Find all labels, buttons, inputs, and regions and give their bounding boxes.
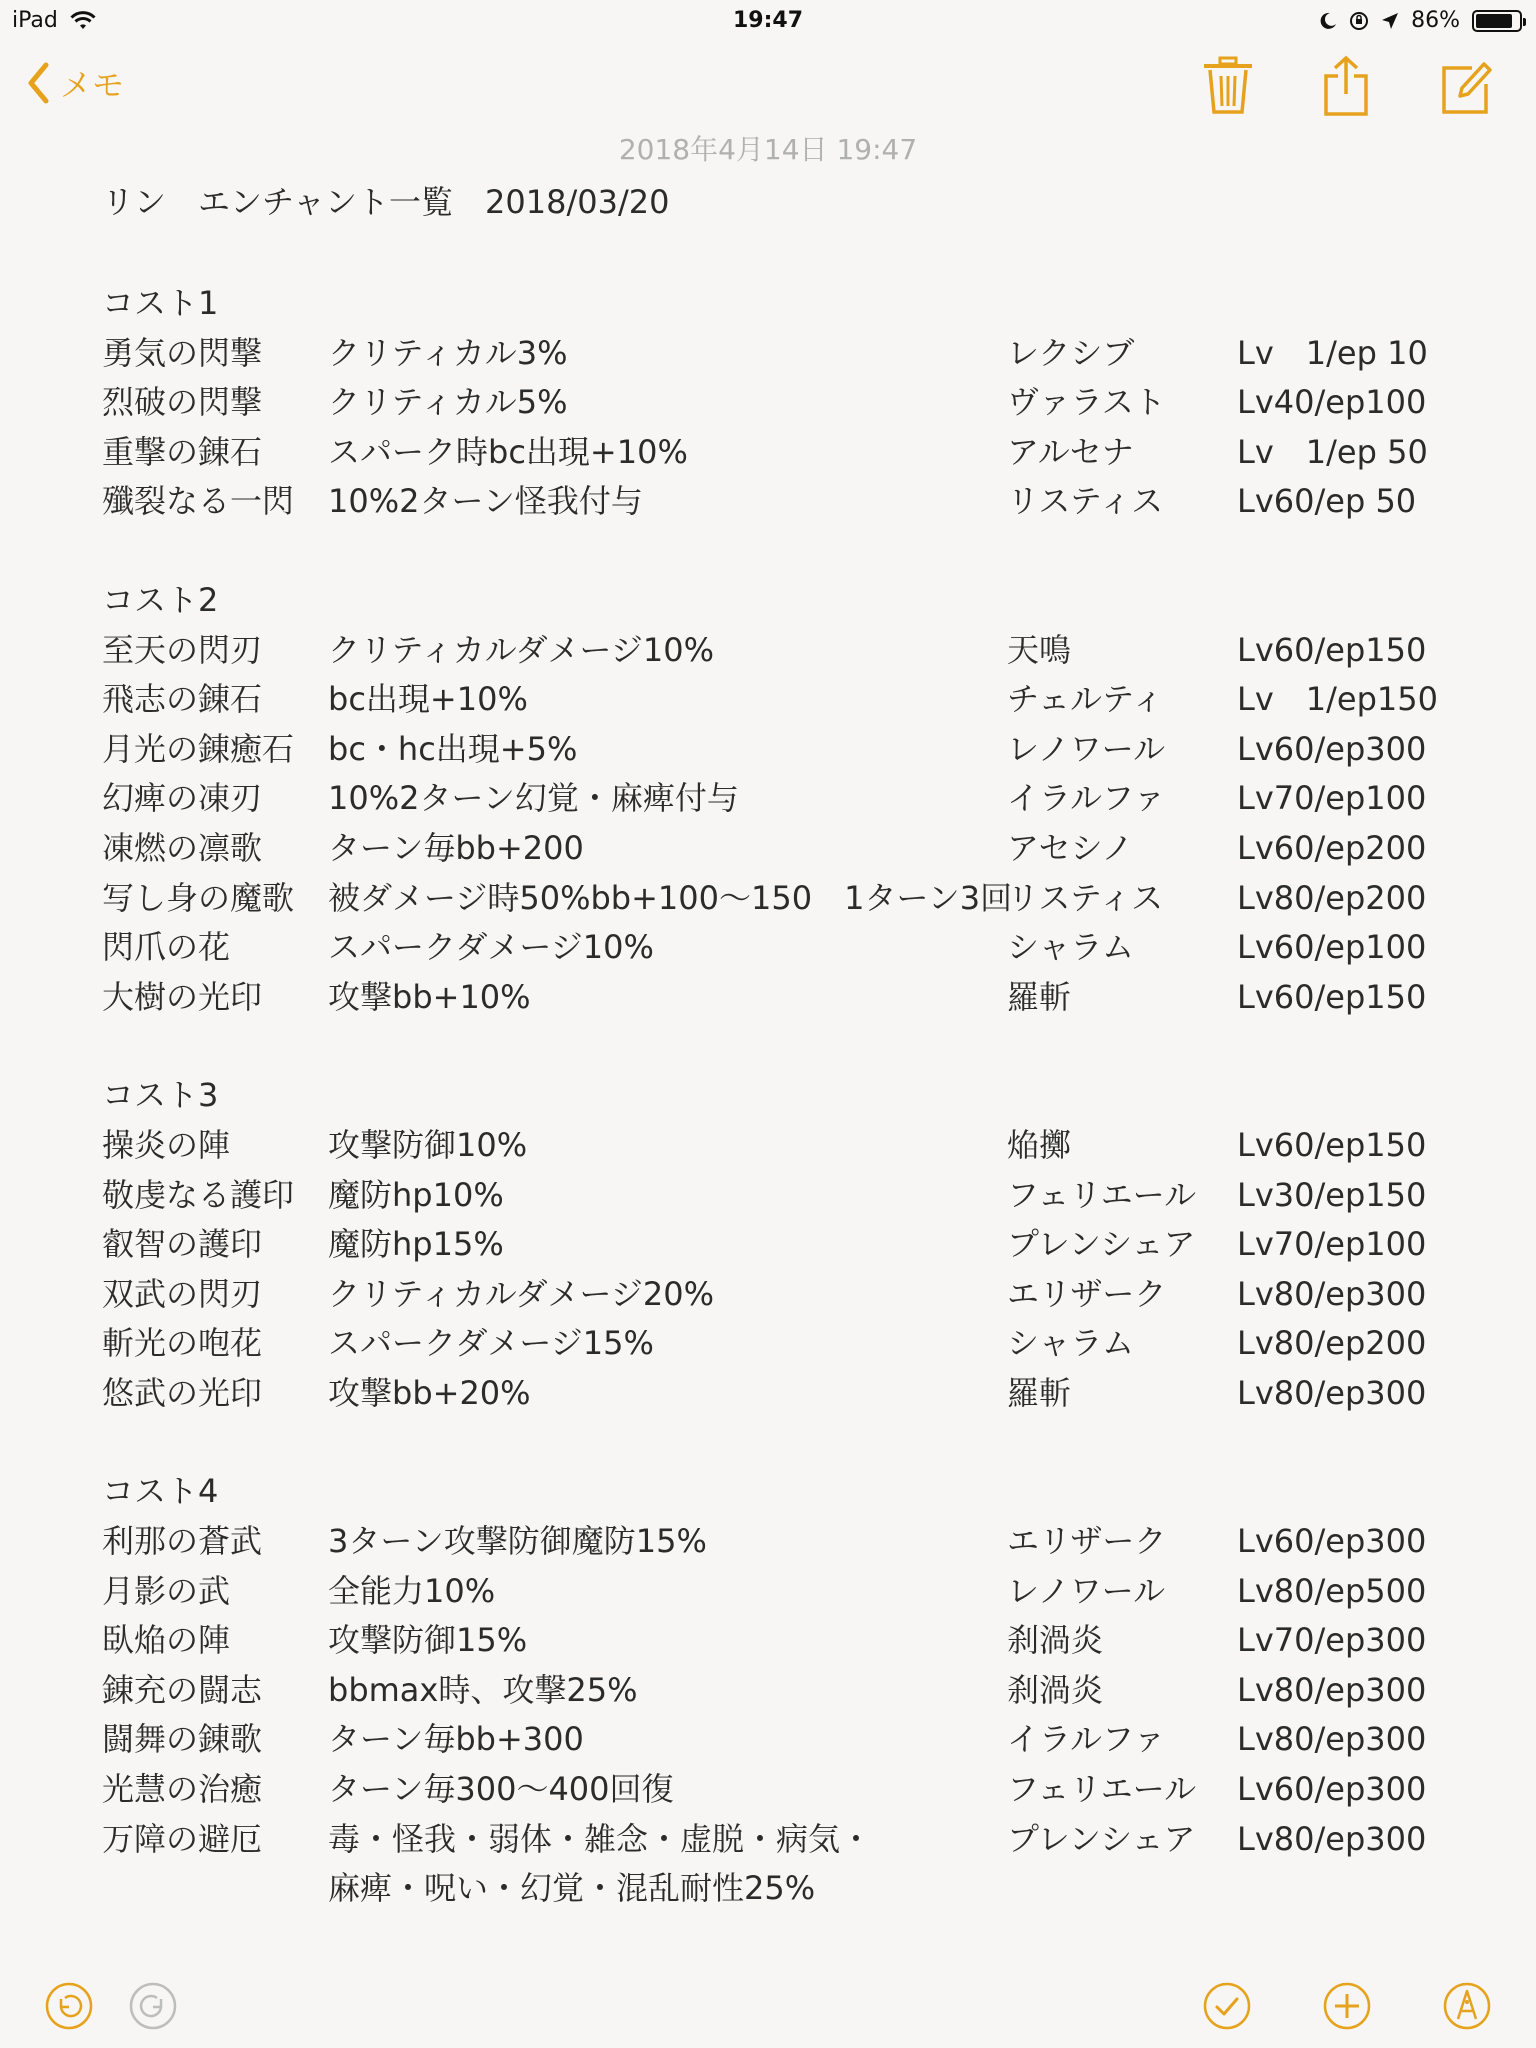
enchant-row: [102, 626, 1462, 676]
enchant-name: 叡智の護印: [102, 1225, 263, 1264]
enchant-character: 焔擲: [1007, 1125, 1072, 1164]
enchant-name: 月光の錬癒石: [102, 729, 295, 768]
enchant-character: イラルファ: [1007, 779, 1166, 818]
enchant-level: Lv60/ep200: [1237, 828, 1427, 867]
enchant-name: 写し身の魔歌: [102, 878, 295, 917]
enchant-name: 殲裂なる一閃: [102, 482, 295, 521]
enchant-character: リスティス: [1007, 878, 1164, 917]
enchant-level: Lv70/ep300: [1237, 1621, 1427, 1660]
enchant-effect: 毒・怪我・弱体・雑念・虚脱・病気・: [328, 1819, 873, 1858]
enchant-row: [102, 1616, 1462, 1666]
enchant-row: [102, 675, 1462, 725]
enchant-level: Lv 1/ep150: [1237, 680, 1438, 719]
enchant-name: 勇気の閃撃: [102, 333, 263, 372]
battery-icon: [1472, 10, 1522, 32]
enchant-effect: スパークダメージ15%: [328, 1324, 654, 1363]
section-heading: コスト3: [102, 1076, 219, 1115]
enchant-row: [102, 1171, 1462, 1221]
section-gap: [102, 527, 1462, 576]
enchant-character: レクシブ: [1007, 333, 1135, 372]
enchant-name: 利那の蒼武: [102, 1522, 263, 1561]
enchant-row: [102, 1864, 1462, 1914]
orientation-lock-icon: [1349, 11, 1369, 31]
enchant-character: シャラム: [1007, 1324, 1135, 1363]
note-date: 2018年4月14日 19:47: [618, 133, 918, 166]
enchant-level: Lv80/ep300: [1237, 1720, 1427, 1759]
enchant-character: プレンシェア: [1007, 1819, 1196, 1858]
enchant-name: 至天の閃刃: [102, 630, 263, 669]
enchant-level: Lv70/ep100: [1237, 779, 1427, 818]
nav-bar: [0, 48, 1536, 128]
trash-icon[interactable]: [1200, 54, 1256, 118]
enchant-effect: 攻撃bb+10%: [328, 977, 531, 1016]
redo-icon[interactable]: [128, 1981, 178, 2031]
enchant-effect: クリティカル5%: [328, 383, 568, 422]
enchant-character: 羅斬: [1007, 1373, 1072, 1412]
enchant-row: [102, 1715, 1462, 1765]
enchant-effect: クリティカル3%: [328, 333, 568, 372]
add-icon[interactable]: [1322, 1981, 1372, 2031]
enchant-level: Lv80/ep500: [1237, 1571, 1427, 1610]
enchant-character: リスティス: [1007, 482, 1164, 521]
enchant-character: シャラム: [1007, 928, 1135, 967]
enchant-level: Lv60/ep300: [1237, 1522, 1427, 1561]
enchant-effect: 被ダメージ時50%bb+100〜150 1ターン3回: [328, 878, 1013, 917]
compose-icon[interactable]: [1438, 54, 1494, 118]
enchant-row: [102, 1220, 1462, 1270]
section-gap: [102, 230, 1462, 279]
enchant-name: 闘舞の錬歌: [102, 1720, 263, 1759]
battery-level: [1476, 14, 1512, 28]
enchant-effect: スパークダメージ10%: [328, 928, 654, 967]
device-name: iPad: [12, 8, 58, 33]
enchant-row: [102, 477, 1462, 527]
enchant-name: 重撃の錬石: [102, 432, 263, 471]
enchant-character: レノワール: [1007, 729, 1166, 768]
enchant-character: 刹渦炎: [1007, 1670, 1104, 1709]
enchant-effect: 10%2ターン幻覚・麻痺付与: [328, 779, 739, 818]
status-bar: [0, 0, 1536, 40]
enchant-level: Lv60/ep300: [1237, 1770, 1427, 1809]
enchant-name: 幻痺の凍刃: [102, 779, 263, 818]
markup-pen-icon[interactable]: [1442, 1981, 1492, 2031]
back-button[interactable]: [26, 60, 124, 106]
enchant-character: イラルファ: [1007, 1720, 1166, 1759]
section-gap: [102, 1418, 1462, 1467]
enchant-effect: bc・hc出現+5%: [328, 729, 578, 768]
enchant-name: 大樹の光印: [102, 977, 263, 1016]
location-icon: [1381, 12, 1399, 30]
enchant-character: アルセナ: [1007, 432, 1134, 471]
enchant-row: [102, 1815, 1462, 1865]
enchant-character: エリザーク: [1007, 1522, 1167, 1561]
section-gap: [102, 1022, 1462, 1071]
enchant-level: Lv40/ep100: [1237, 383, 1427, 422]
enchant-name: 操炎の陣: [102, 1125, 231, 1164]
enchant-name: 悠武の光印: [102, 1373, 263, 1412]
enchant-name: 臥焔の陣: [102, 1621, 231, 1660]
enchant-name: 飛志の錬石: [102, 680, 263, 719]
enchant-level: Lv60/ep150: [1237, 1125, 1427, 1164]
note-title: リン エンチャント一覧 2018/03/20: [102, 183, 670, 221]
enchant-effect: ターン毎300〜400回復: [328, 1770, 674, 1809]
enchant-effect: bbmax時、攻撃25%: [328, 1670, 638, 1709]
bottom-toolbar: [0, 1975, 1536, 2035]
enchant-level: Lv60/ep300: [1237, 729, 1427, 768]
enchant-row: [102, 725, 1462, 775]
enchant-character: 天鳴: [1007, 630, 1072, 669]
enchant-effect: 麻痺・呪い・幻覚・混乱耐性25%: [328, 1869, 816, 1908]
enchant-character: 羅斬: [1007, 977, 1072, 1016]
note-sections: [102, 230, 1462, 1914]
enchant-level: Lv60/ep150: [1237, 630, 1427, 669]
share-icon[interactable]: [1318, 54, 1374, 118]
enchant-character: フェリエール: [1007, 1770, 1197, 1809]
enchant-level: Lv70/ep100: [1237, 1225, 1427, 1264]
enchant-name: 閃爪の花: [102, 928, 231, 967]
section-heading: コスト4: [102, 1472, 219, 1511]
enchant-level: Lv80/ep300: [1237, 1373, 1427, 1412]
enchant-row: [102, 874, 1462, 924]
enchant-effect: ターン毎bb+200: [328, 828, 584, 867]
enchant-effect: クリティカルダメージ10%: [328, 630, 715, 669]
enchant-effect: クリティカルダメージ20%: [328, 1274, 715, 1313]
enchant-character: フェリエール: [1007, 1175, 1197, 1214]
enchant-effect: 3ターン攻撃防御魔防15%: [328, 1522, 707, 1561]
enchant-row: [102, 1121, 1462, 1171]
enchant-effect: 攻撃bb+20%: [328, 1373, 531, 1412]
enchant-character: ヴァラスト: [1007, 383, 1166, 422]
enchant-level: Lv80/ep300: [1237, 1670, 1427, 1709]
enchant-effect: 10%2ターン怪我付与: [328, 482, 643, 521]
enchant-level: Lv80/ep300: [1237, 1819, 1427, 1858]
enchant-level: Lv80/ep200: [1237, 878, 1427, 917]
enchant-row: [102, 824, 1462, 874]
enchant-row: [102, 1567, 1462, 1617]
enchant-character: 刹渦炎: [1007, 1621, 1104, 1660]
enchant-level: Lv60/ep 50: [1237, 482, 1417, 521]
enchant-level: Lv 1/ep 10: [1237, 333, 1428, 372]
undo-icon[interactable]: [44, 1981, 94, 2031]
enchant-row: [102, 1666, 1462, 1716]
enchant-character: エリザーク: [1007, 1274, 1167, 1313]
note-body[interactable]: [102, 180, 1462, 1914]
enchant-effect: スパーク時bc出現+10%: [328, 432, 688, 471]
enchant-name: 斬光の咆花: [102, 1324, 263, 1363]
section-heading: コスト2: [102, 580, 219, 619]
enchant-name: 錬充の闘志: [102, 1670, 263, 1709]
enchant-name: 光慧の治癒: [102, 1770, 263, 1809]
enchant-name: 敬虔なる護印: [102, 1175, 295, 1214]
enchant-name: 万障の避厄: [102, 1819, 263, 1858]
enchant-effect: ターン毎bb+300: [328, 1720, 584, 1759]
enchant-row: [102, 428, 1462, 478]
enchant-row: [102, 378, 1462, 428]
enchant-character: レノワール: [1007, 1571, 1166, 1610]
battery-percent: 86%: [1411, 8, 1460, 33]
enchant-row: [102, 973, 1462, 1023]
enchant-effect: 魔防hp10%: [328, 1175, 504, 1214]
enchant-level: Lv30/ep150: [1237, 1175, 1427, 1214]
enchant-character: アセシノ: [1007, 828, 1134, 867]
enchant-character: チェルティ: [1007, 680, 1164, 719]
enchant-name: 双武の閃刃: [102, 1274, 263, 1313]
moon-icon: [1319, 12, 1337, 30]
enchant-character: プレンシェア: [1007, 1225, 1196, 1264]
enchant-level: Lv60/ep100: [1237, 928, 1427, 967]
enchant-effect: 攻撃防御15%: [328, 1621, 528, 1660]
checklist-icon[interactable]: [1202, 1981, 1252, 2031]
chevron-left-icon: [26, 62, 50, 104]
enchant-name: 月影の武: [102, 1571, 231, 1610]
enchant-row: [102, 329, 1462, 379]
enchant-row: [102, 1319, 1462, 1369]
enchant-level: Lv60/ep150: [1237, 977, 1427, 1016]
enchant-effect: bc出現+10%: [328, 680, 528, 719]
section-heading: コスト1: [102, 284, 219, 322]
enchant-row: [102, 1765, 1462, 1815]
enchant-row: [102, 774, 1462, 824]
enchant-name: 烈破の閃撃: [102, 383, 263, 422]
clock: 19:47: [732, 8, 804, 33]
enchant-row: [102, 1270, 1462, 1320]
enchant-level: Lv 1/ep 50: [1237, 432, 1428, 471]
enchant-effect: 攻撃防御10%: [328, 1125, 528, 1164]
enchant-level: Lv80/ep300: [1237, 1274, 1427, 1313]
enchant-name: 凍燃の凛歌: [102, 828, 263, 867]
enchant-level: Lv80/ep200: [1237, 1324, 1427, 1363]
enchant-row: [102, 923, 1462, 973]
enchant-row: [102, 1517, 1462, 1567]
back-label: メモ: [60, 66, 125, 104]
enchant-effect: 魔防hp15%: [328, 1225, 504, 1264]
enchant-row: [102, 1369, 1462, 1419]
enchant-effect: 全能力10%: [328, 1571, 496, 1610]
